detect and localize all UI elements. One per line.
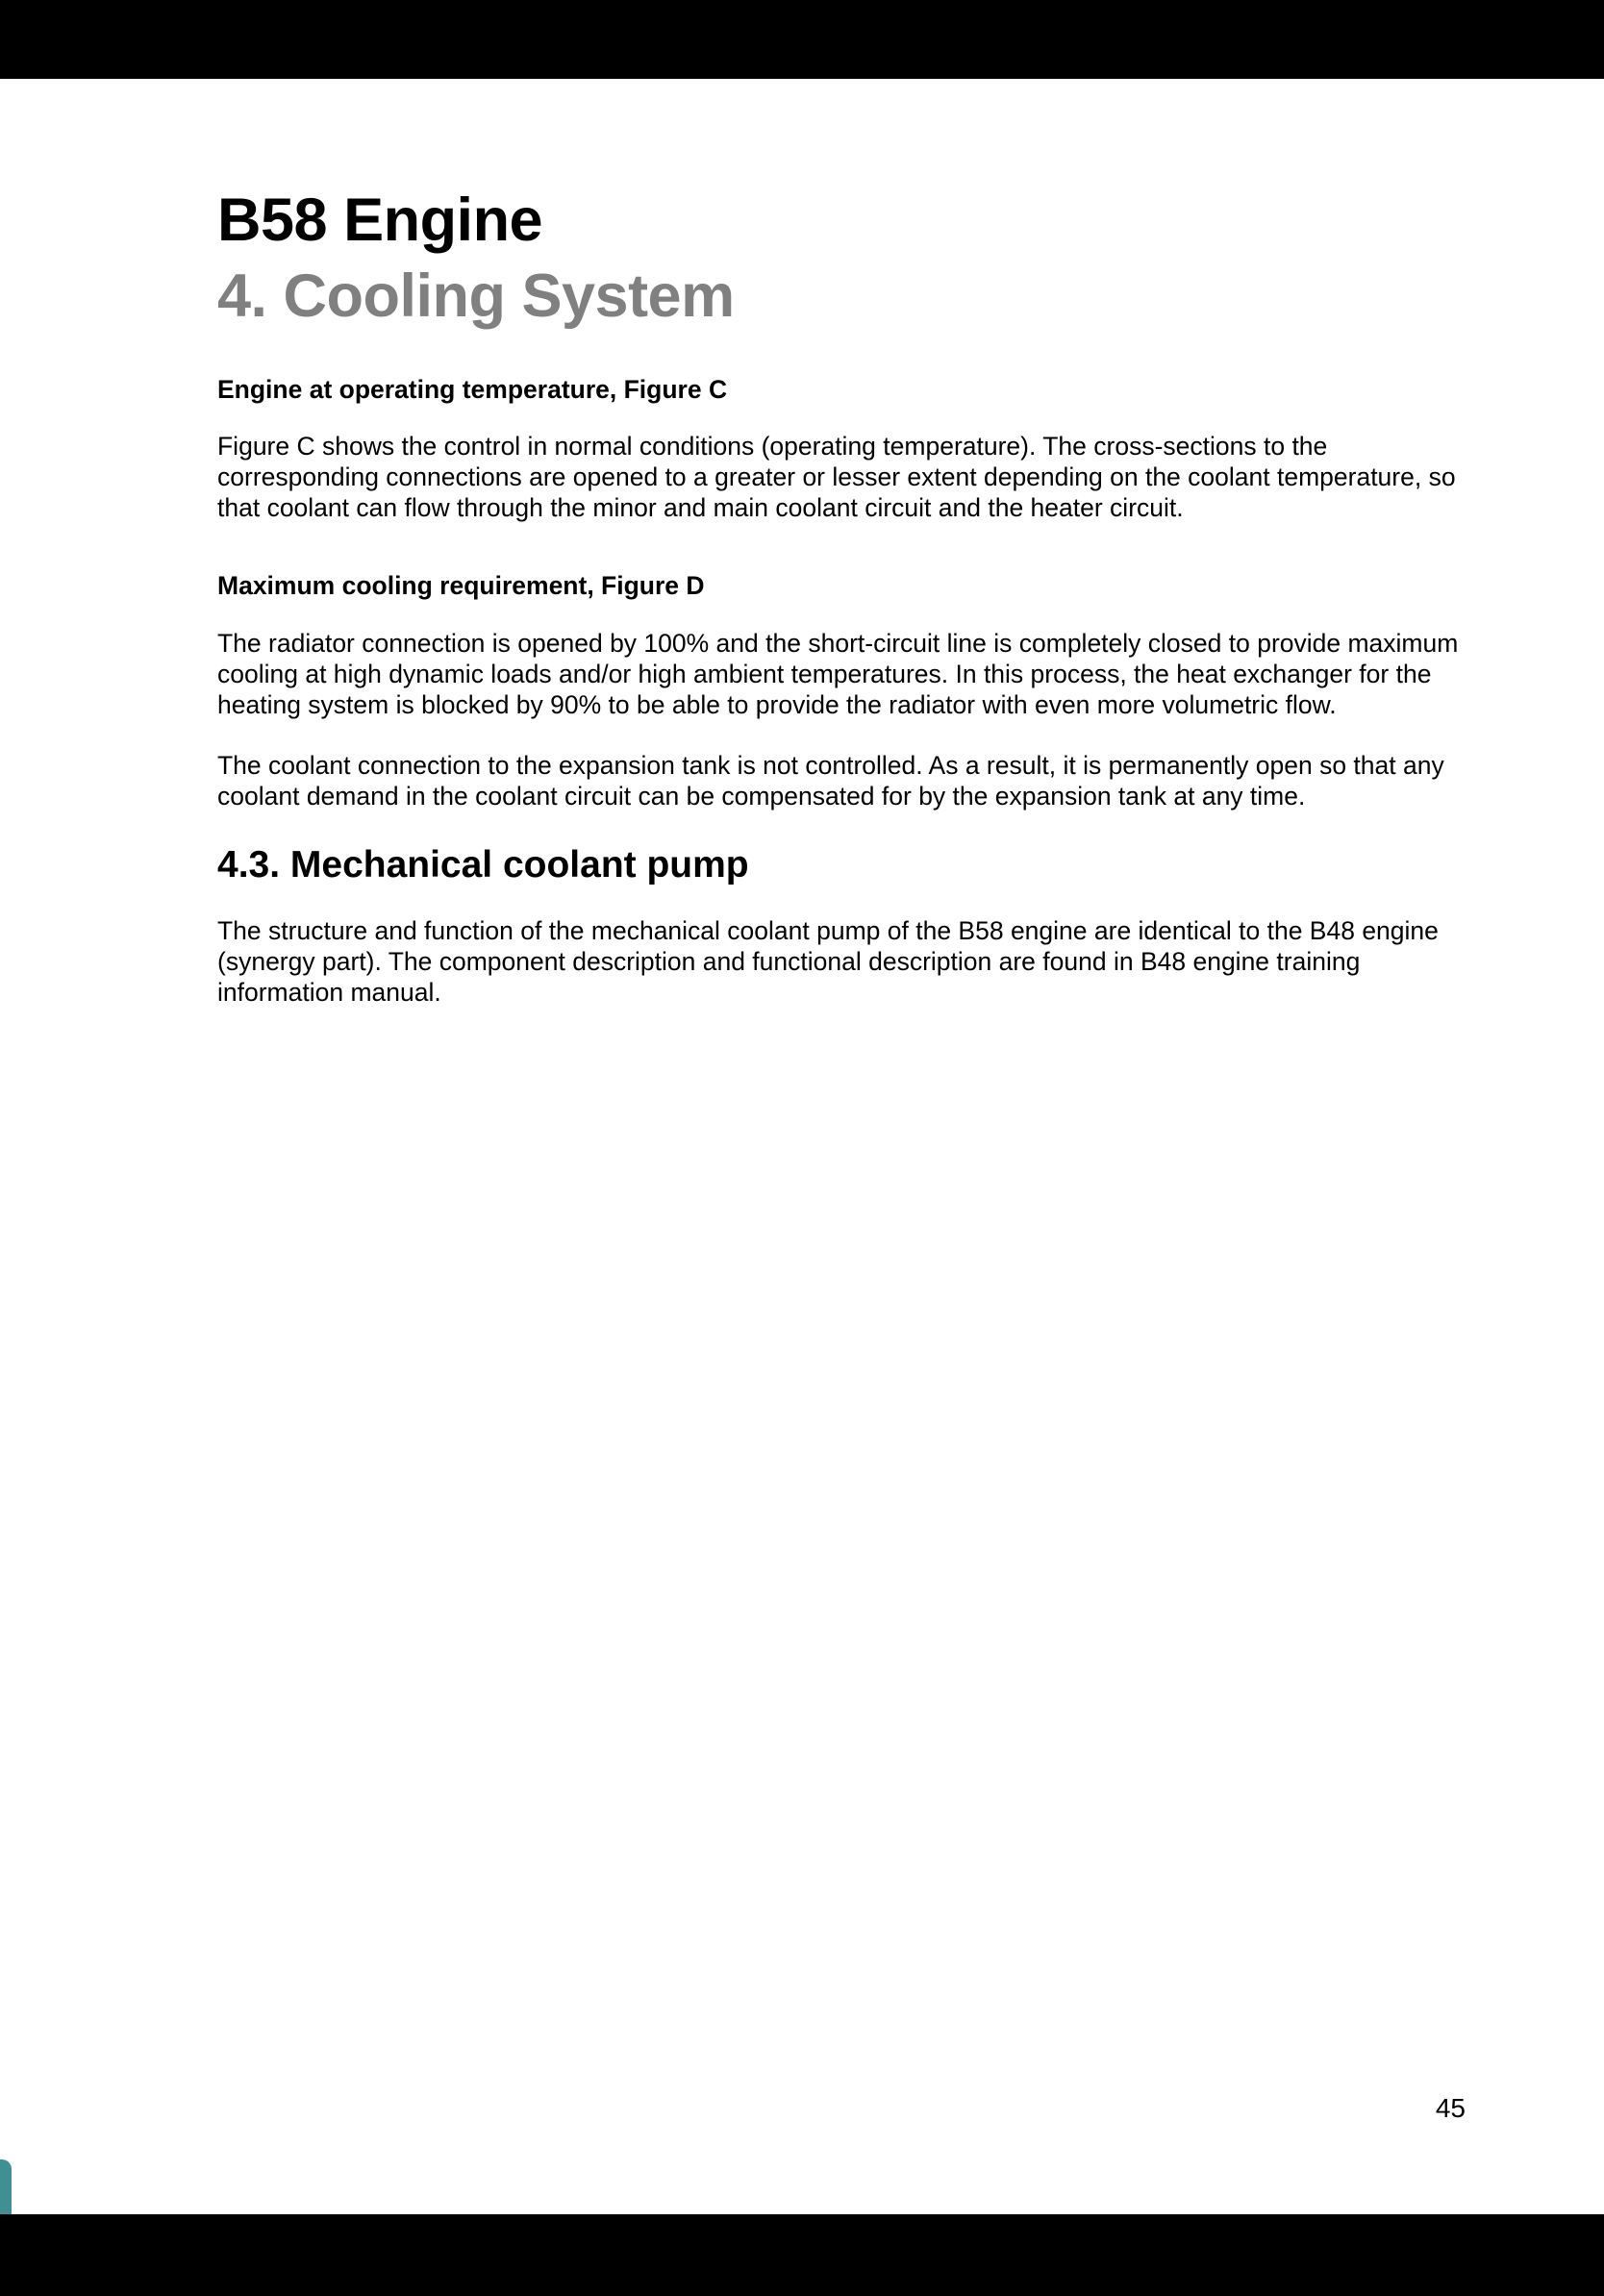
chapter-title: 4. Cooling System (217, 262, 735, 330)
page-number: 45 (1435, 2093, 1466, 2123)
page-content (217, 183, 1487, 1037)
figure-d-paragraph-1: The radiator connection is opened by 100% and the short-circuit line is completely closed to provide maximum cooling at high dynamic loads and/or high ambient temperatures. In this process, the heat exchanger for the heating system is blocked by 90% to be able to provide the radiator with even more volumetric flow. (217, 629, 1459, 720)
bottom-black-bar (0, 2214, 1604, 2296)
top-black-bar (0, 0, 1604, 79)
figure-d-paragraph-2: The coolant connection to the expansion tank is not controlled. As a result, it is permanently open so that any coolant demand in the coolant circuit can be compensated for by the expansion tank at any time. (217, 751, 1444, 811)
document-title: B58 Engine (217, 187, 543, 254)
figure-d-heading: Maximum cooling requirement, Figure D (217, 571, 705, 601)
pump-section-heading: 4.3. Mechanical coolant pump (217, 844, 749, 886)
figure-c-paragraph: Figure C shows the control in normal conditions (operating temperature). The cross-sections to the corresponding connections are opened to a greater or lesser extent depending on the coolant temperature, so that coolant can flow through the minor and main coolant circuit and the heater circuit. (217, 432, 1456, 523)
pump-paragraph: The structure and function of the mechanical coolant pump of the B58 engine are identical to the B48 engine (synergy part). The component description and functional description are found in B48 engine training information manual. (217, 915, 1439, 1007)
figure-c-heading: Engine at operating temperature, Figure C (217, 374, 728, 404)
